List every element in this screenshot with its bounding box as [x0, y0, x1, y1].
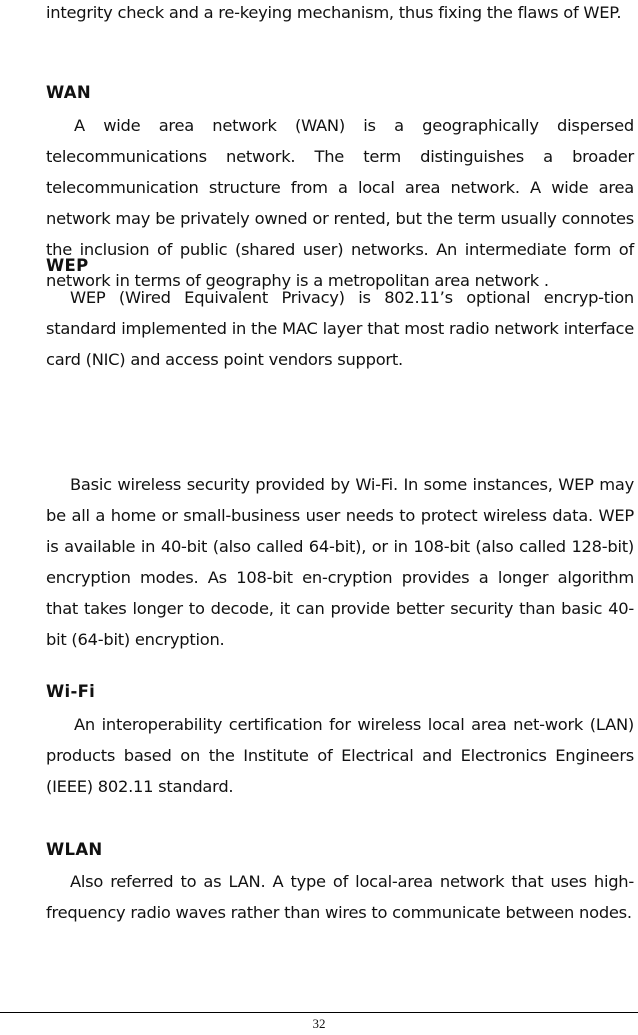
wifi-paragraph: An interoperability certification for wireless local area net-work (LAN) products based on the Institute of Electrical and Electronics Engineers (IEEE) 802.11 standard.: [46, 715, 634, 796]
wan-heading: WAN: [46, 83, 91, 102]
footer-divider: [0, 1012, 638, 1013]
intro-paragraph: integrity check and a re-keying mechanism, thus fixing the flaws of WEP.: [46, 3, 622, 22]
wlan-paragraph: Also referred to as LAN. A type of local-area network that uses high-frequency radio waves rather than wires to communicate between nodes.: [46, 872, 634, 922]
wifi-heading: Wi-Fi: [46, 682, 96, 701]
wep-paragraph-2: Basic wireless security provided by Wi-Fi. In some instances, WEP may be all a home or small-business user needs to protect wireless data. WEP is available in 40-bit (also called 64-bit), or in 108-bit (also called 128-bit) encryption modes. As 108-bit en-cryption provides a longer algorithm that takes longer to decode, it can provide better security than basic 40-bit (64-bit) encryption.: [46, 475, 634, 649]
wep-paragraph-1: WEP (Wired Equivalent Privacy) is 802.11’s optional encryp-tion standard implemented in the MAC layer that most radio network interface card (NIC) and access point vendors support.: [46, 288, 634, 369]
wan-paragraph: A wide area network (WAN) is a geographically dispersed telecommunications network. The term distinguishes a broader telecommunication structure from a local area network. A wide area network may be privately owned or rented, but the term usually connotes the inclusion of public (shared user) networks. An intermediate form of network in terms of geography is a metropolitan area network .: [46, 116, 634, 290]
wep-heading: WEP: [46, 256, 89, 275]
page-number: 32: [312, 1016, 326, 1031]
wlan-heading: WLAN: [46, 840, 103, 859]
